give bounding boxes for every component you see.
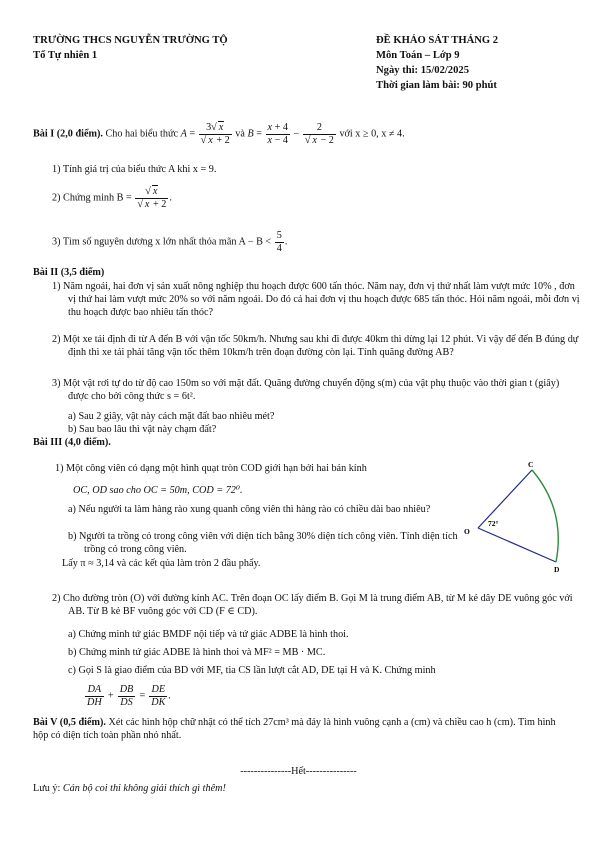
bai1-and: và (235, 128, 245, 140)
bai1-q3: 3) Tìm số nguyên dương x lớn nhất thỏa mãn A − B < $\frac{5}{4}$ . (52, 230, 288, 254)
sector-cod-figure (458, 458, 578, 578)
label-angle: 72° (488, 519, 499, 528)
bai3-q2a: a) Chứng minh tứ giác BMDF nội tiếp và tứ giác ADBE là hình thoi. (68, 629, 349, 640)
exam-date: Ngày thi: 15/02/2025 (376, 65, 469, 77)
arc-cd (532, 470, 558, 562)
bai2-q3b: b) Sau bao lâu thì vật này chạm đất? (68, 424, 217, 435)
bai2-q2: 2) Một xe tải định đi từ A đến B với vận tốc 50km/h. Nhưng sau khi đi được 40km thì dừng lại 12 phút. Vì vậy để đến B đúng dự định thì xe tải phải tăng vận tốc thêm 10km/h trên đoạn đường còn lại. Tính quãng đường AB? (52, 334, 579, 359)
bai1-q2-text: 2) Chứng minh B = (52, 192, 132, 204)
header-right (376, 33, 576, 93)
label-d: D (554, 565, 560, 574)
bai1-q3-text: 3) Tìm số nguyên dương x lớn nhất thỏa mãn A − B < (52, 236, 272, 248)
header-left (33, 33, 303, 63)
bai2-title: Bài II (3,5 điểm) (33, 267, 105, 278)
bai3-q1-line2: OC, OD sao cho OC = 50m, COD = 72⁰. (73, 485, 243, 496)
footer-note (33, 782, 226, 795)
bai2-q1: 1) Năm ngoái, hai đơn vị sản xuất nông nghiệp thu hoạch được 600 tấn thóc. Năm nay, đơn vị thứ nhất làm vượt mức 10% , đơn vị thứ hai làm vượt mức 20% so với năm ngoái. Do đó cả hai đơn vị thu hoạch được 685 tấn thóc. Hỏi năm ngoái, mỗi đơn vị thu hoạch được bao nhiêu tấn thóc? (52, 281, 580, 319)
end-marker: ---------------Hết--------------- (240, 766, 357, 777)
exam-duration: Thời gian làm bài: 90 phút (376, 80, 497, 92)
bai3-q1-note: Lấy π ≈ 3,14 và các kết qủa làm tròn 2 đầu phẩy. (62, 558, 261, 569)
radius-od (478, 528, 556, 562)
bai1-q1: 1) Tính giá trị của biểu thức A khi x = 9. (52, 164, 217, 175)
note-label: Lưu ý: (33, 783, 61, 794)
note-text: Cán bộ coi thi không giải thích gì thêm! (62, 783, 226, 794)
department-name: Tổ Tự nhiên 1 (33, 50, 98, 62)
expr-b-fraction2: $\frac{2}{√ x - 2}$ (304, 122, 334, 146)
label-c: C (528, 460, 534, 469)
bai1-statement: Bài I (2,0 điểm). Cho hai biểu thức A = $\frac{3√ x}{√ x + 2}$ và B = $\frac{x + 4}{x - 4}$ − $\frac{2}{√ x - 2}$ với x ≥ 0, x ≠ 4. (33, 122, 405, 146)
bai3-title: Bài III (4,0 điểm). (33, 437, 111, 448)
bai1-title: Bài I (2,0 điểm). (33, 128, 103, 140)
bai5-text: Xét các hình hộp chữ nhật có thể tích 27cm³ mà đáy là hình vuông cạnh a (cm) và chiều cao h (cm). Tìm hình hộp có diện tích toàn phần nhỏ nhất. (33, 717, 556, 742)
bai5-statement (33, 716, 568, 742)
bai1-q3-fraction: $\frac{5}{4}$ (276, 230, 282, 254)
bai3-q1-line1: 1) Một công viên có dạng một hình quạt tròn COD giới hạn bởi hai bán kính (55, 463, 367, 474)
exam-title: ĐỀ KHẢO SÁT THÁNG 2 (376, 35, 499, 46)
bai3-q2b: b) Chứng minh tứ giác ADBE là hình thoi và MF² = MB · MC. (68, 647, 326, 658)
bai5-title: Bài V (0,5 điểm). (33, 717, 106, 728)
radius-oc (478, 470, 532, 528)
expr-a-fraction: $\frac{3√ x}{√ x + 2}$ (200, 122, 230, 146)
exam-subject: Môn Toán – Lớp 9 (376, 50, 460, 62)
label-o: O (464, 527, 470, 536)
bai1-q2: 2) Chứng minh B = $\frac{√ x}{√ x + 2}$ . (52, 186, 172, 210)
bai3-q2c: c) Gọi S là giao điểm của BD với MF, tia CS lần lượt cắt AD, DE tại H và K. Chứng minh (68, 665, 436, 676)
bai3-q2c-equation: $\frac{DA}{DH}$ + $\frac{DB}{DS}$ = $\frac{DE}{DK}$ . (87, 684, 171, 708)
bai3-q1b: b) Người ta trồng cỏ trong công viên với diện tích bằng 30% diện tích công viên. Tính diện tích trồng cỏ trong công viên. (68, 531, 458, 556)
bai1-intro: Cho hai biểu thức (105, 128, 179, 140)
bai1-condition: với x ≥ 0, x ≠ 4. (339, 128, 405, 140)
school-name: TRƯỜNG THCS NGUYỄN TRƯỜNG TỘ (33, 35, 228, 46)
bai3-q1a: a) Nếu người ta làm hàng rào xung quanh công viên thì hàng rào có chiều dài bao nhiêu? (68, 504, 431, 515)
bai1-q2-fraction: $\frac{√ x}{√ x + 2}$ (137, 186, 167, 210)
expr-b-fraction1: $\frac{x + 4}{x - 4}$ (267, 122, 288, 146)
bai2-q3: 3) Một vật rơi tự do từ độ cao 150m so với mặt đất. Quãng đường chuyển động s(m) của vật phụ thuộc vào thời gian t (giây) được cho bởi công thức s = 6t². (52, 378, 560, 403)
bai3-q2: 2) Cho đường tròn (O) với đường kính AC. Trên đoạn OC lấy điểm B. Gọi M là trung điểm AB, từ M kẻ dây DE vuông góc với AB. Từ B kẻ BF vuông góc với CD (F ∈ CD). (52, 593, 573, 618)
bai2-q3a: a) Sau 2 giây, vật này cách mặt đất bao nhiêu mét? (68, 411, 275, 422)
